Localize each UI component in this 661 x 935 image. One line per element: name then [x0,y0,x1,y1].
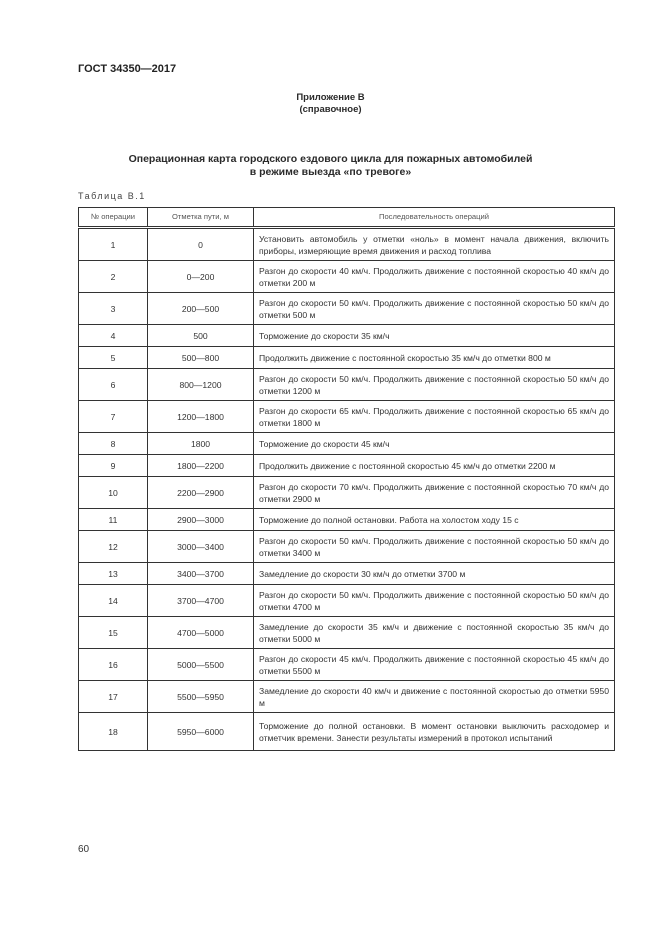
path-mark: 500 [148,325,254,347]
operation-number: 3 [79,293,148,325]
page-number: 60 [78,844,90,855]
operation-description: Торможение до скорости 35 км/ч [254,325,615,347]
operation-number: 2 [79,261,148,293]
table-row [79,401,615,433]
operation-number: 9 [79,455,148,477]
table-row [79,228,615,261]
operation-number: 11 [79,509,148,531]
appendix-subtitle: (справочное) [299,104,362,115]
operation-number: 4 [79,325,148,347]
column-header-number: № операции [79,208,148,228]
operation-description: Разгон до скорости 40 км/ч. Продолжить движение с постоянной скоростью 40 км/ч до отметки 200 м [254,261,615,293]
operation-number: 18 [79,713,148,751]
path-mark: 4700—5000 [148,617,254,649]
operation-number: 14 [79,585,148,617]
operation-number: 17 [79,681,148,713]
document-title [0,153,661,179]
operations-table [78,207,615,751]
operation-description: Торможение до скорости 45 км/ч [254,433,615,455]
column-header-mark: Отметка пути, м [148,208,254,228]
operation-description: Торможение до полной остановки. В момент остановки выключить расходомер и отметчик времени. Занести результаты измерений в протокол испытаний [254,713,615,751]
table-row [79,261,615,293]
path-mark: 5500—5950 [148,681,254,713]
path-mark: 0 [148,228,254,261]
table-row [79,325,615,347]
table-row [79,649,615,681]
table-row [79,681,615,713]
operation-number: 7 [79,401,148,433]
path-mark: 2900—3000 [148,509,254,531]
operation-description: Продолжить движение с постоянной скоростью 35 км/ч до отметки 800 м [254,347,615,369]
table-row [79,455,615,477]
appendix-heading [0,92,661,116]
path-mark: 5950—6000 [148,713,254,751]
document-title-line1: Операционная карта городского ездового цикла для пожарных автомобилей [128,153,533,165]
operation-number: 5 [79,347,148,369]
operation-description: Замедление до скорости 30 км/ч до отметки 3700 м [254,563,615,585]
table-row [79,713,615,751]
path-mark: 500—800 [148,347,254,369]
table-row [79,563,615,585]
operation-description: Установить автомобиль у отметки «ноль» в момент начала движения, включить приборы, измеряющие время движения и расход топлива [254,228,615,261]
operation-number: 12 [79,531,148,563]
column-header-operations: Последовательность операций [254,208,615,228]
operation-number: 6 [79,369,148,401]
table-row [79,531,615,563]
operation-description: Разгон до скорости 70 км/ч. Продолжить движение с постоянной скоростью 70 км/ч до отметки 2900 м [254,477,615,509]
table-row [79,347,615,369]
table-row [79,477,615,509]
operation-number: 16 [79,649,148,681]
operation-description: Разгон до скорости 50 км/ч. Продолжить движение с постоянной скоростью 50 км/ч до отметки 3400 м [254,531,615,563]
table-row [79,369,615,401]
document-title-line2: в режиме выезда «по тревоге» [249,166,412,178]
operation-number: 1 [79,228,148,261]
table-row [79,585,615,617]
operation-description: Разгон до скорости 50 км/ч. Продолжить движение с постоянной скоростью 50 км/ч до отметки 500 м [254,293,615,325]
operation-description: Замедление до скорости 35 км/ч и движение с постоянной скоростью 35 км/ч до отметки 5000 м [254,617,615,649]
path-mark: 3400—3700 [148,563,254,585]
path-mark: 3700—4700 [148,585,254,617]
table-caption: Таблица В.1 [78,191,146,201]
operation-description: Разгон до скорости 45 км/ч. Продолжить движение с постоянной скоростью 45 км/ч до отметки 5500 м [254,649,615,681]
path-mark: 0—200 [148,261,254,293]
path-mark: 3000—3400 [148,531,254,563]
path-mark: 1200—1800 [148,401,254,433]
path-mark: 800—1200 [148,369,254,401]
operation-description: Разгон до скорости 50 км/ч. Продолжить движение с постоянной скоростью 50 км/ч до отметки 4700 м [254,585,615,617]
operation-number: 10 [79,477,148,509]
operation-number: 8 [79,433,148,455]
operation-description: Разгон до скорости 50 км/ч. Продолжить движение с постоянной скоростью 50 км/ч до отметки 1200 м [254,369,615,401]
path-mark: 1800 [148,433,254,455]
operation-number: 15 [79,617,148,649]
standard-header: ГОСТ 34350—2017 [78,63,177,75]
table-row [79,293,615,325]
path-mark: 5000—5500 [148,649,254,681]
operation-description: Замедление до скорости 40 км/ч и движение с постоянной скоростью до отметки 5950 м [254,681,615,713]
operation-description: Торможение до полной остановки. Работа на холостом ходу 15 с [254,509,615,531]
table-header-row [79,208,615,228]
operation-description: Разгон до скорости 65 км/ч. Продолжить движение с постоянной скоростью 65 км/ч до отметки 1800 м [254,401,615,433]
table-row [79,509,615,531]
path-mark: 1800—2200 [148,455,254,477]
operation-description: Продолжить движение с постоянной скоростью 45 км/ч до отметки 2200 м [254,455,615,477]
table-row [79,617,615,649]
table-row [79,433,615,455]
operation-number: 13 [79,563,148,585]
path-mark: 2200—2900 [148,477,254,509]
path-mark: 200—500 [148,293,254,325]
appendix-title: Приложение В [296,92,365,103]
